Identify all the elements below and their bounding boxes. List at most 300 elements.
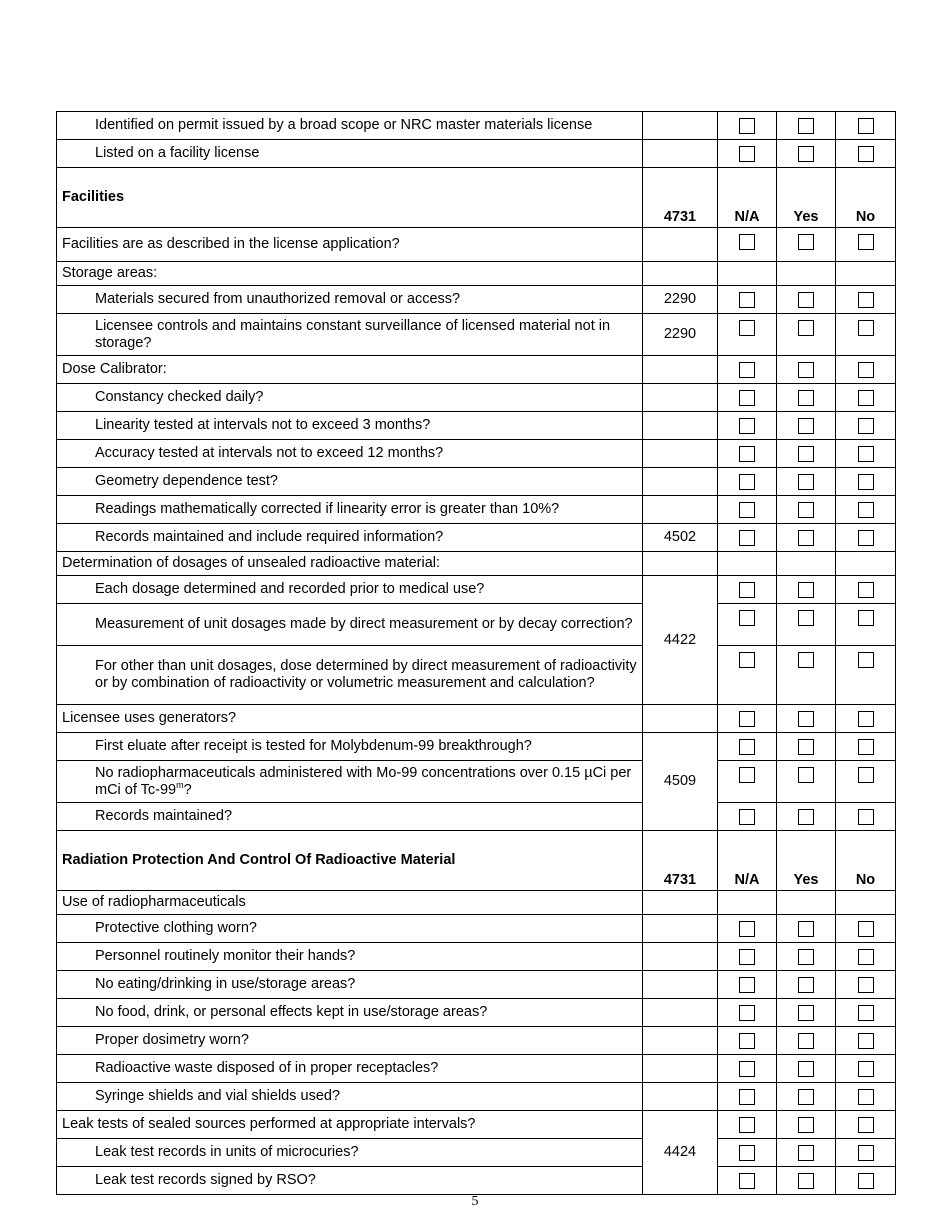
no-checkbox[interactable]	[858, 977, 874, 993]
reference-number	[643, 112, 718, 140]
reference-number	[643, 1027, 718, 1055]
question-label: Materials secured from unauthorized removal or access?	[95, 291, 461, 307]
na-checkbox[interactable]	[739, 1089, 755, 1105]
checklist-row	[57, 999, 896, 1027]
question-text	[57, 140, 643, 168]
no-checkbox[interactable]	[858, 320, 874, 336]
reference-number	[643, 468, 718, 496]
checklist-row	[57, 1027, 896, 1055]
no-cell	[836, 384, 896, 412]
no-cell	[836, 1139, 896, 1167]
checklist-row	[57, 803, 896, 831]
yes-column-header: Yes	[777, 168, 836, 228]
reference-number	[643, 496, 718, 524]
question-text	[57, 1167, 643, 1195]
na-cell	[718, 112, 777, 140]
yes-checkbox[interactable]	[798, 390, 814, 406]
yes-cell	[777, 733, 836, 761]
no-checkbox[interactable]	[858, 610, 874, 626]
checklist-row	[57, 552, 896, 576]
question-label: Geometry dependence test?	[95, 473, 278, 489]
checklist-row	[57, 1139, 896, 1167]
checklist-row	[57, 314, 896, 356]
checklist-row	[57, 733, 896, 761]
yes-cell	[777, 496, 836, 524]
checklist-body	[57, 112, 896, 1195]
no-cell	[836, 356, 896, 384]
yes-checkbox[interactable]	[798, 146, 814, 162]
question-label: Readings mathematically corrected if linearity error is greater than 10%?	[95, 501, 560, 517]
checklist-row	[57, 140, 896, 168]
no-checkbox[interactable]	[858, 292, 874, 308]
yes-checkbox[interactable]	[798, 711, 814, 727]
na-checkbox[interactable]	[739, 1033, 755, 1049]
yes-checkbox[interactable]	[798, 418, 814, 434]
section-title: Facilities	[57, 168, 643, 228]
yes-checkbox[interactable]	[798, 118, 814, 134]
yes-checkbox[interactable]	[798, 949, 814, 965]
no-checkbox[interactable]	[858, 446, 874, 462]
na-cell	[718, 576, 777, 604]
yes-checkbox[interactable]	[798, 809, 814, 825]
no-checkbox[interactable]	[858, 809, 874, 825]
checklist-row	[57, 496, 896, 524]
yes-cell	[777, 356, 836, 384]
question-text	[57, 412, 643, 440]
na-checkbox[interactable]	[739, 474, 755, 490]
no-checkbox[interactable]	[858, 390, 874, 406]
no-cell	[836, 604, 896, 646]
no-checkbox[interactable]	[858, 582, 874, 598]
yes-cell	[777, 915, 836, 943]
reference-number	[643, 356, 718, 384]
checklist-row	[57, 646, 896, 705]
reference-number	[643, 228, 718, 262]
question-text	[57, 468, 643, 496]
question-text	[57, 496, 643, 524]
question-text	[57, 552, 643, 576]
yes-checkbox[interactable]	[798, 1173, 814, 1189]
yes-cell	[777, 604, 836, 646]
no-cell	[836, 468, 896, 496]
checklist-row	[57, 228, 896, 262]
no-cell	[836, 524, 896, 552]
yes-checkbox[interactable]	[798, 530, 814, 546]
yes-cell	[777, 705, 836, 733]
na-checkbox[interactable]	[739, 390, 755, 406]
page-number: 5	[471, 1194, 479, 1209]
superscript: m	[176, 779, 184, 790]
no-cell	[836, 1027, 896, 1055]
na-cell	[718, 412, 777, 440]
no-checkbox[interactable]	[858, 362, 874, 378]
no-cell	[836, 803, 896, 831]
yes-cell	[777, 943, 836, 971]
no-checkbox[interactable]	[858, 530, 874, 546]
reference-number: 2290	[643, 314, 718, 356]
yes-cell	[777, 1055, 836, 1083]
question-text	[57, 286, 643, 314]
question-label: Use of radiopharmaceuticals	[62, 894, 246, 910]
no-cell	[836, 705, 896, 733]
na-cell	[718, 286, 777, 314]
no-column-header: No	[836, 831, 896, 891]
na-checkbox[interactable]	[739, 921, 755, 937]
na-cell	[718, 1167, 777, 1195]
reference-number	[643, 140, 718, 168]
yes-cell	[777, 971, 836, 999]
question-label: Licensee controls and maintains constant surveillance of licensed material not in storage?	[95, 317, 611, 351]
checklist-row	[57, 440, 896, 468]
na-checkbox[interactable]	[739, 582, 755, 598]
na-cell	[718, 552, 777, 576]
question-label: Accuracy tested at intervals not to exceed 12 months?	[95, 445, 444, 461]
yes-cell	[777, 440, 836, 468]
na-column-header: N/A	[718, 168, 777, 228]
section-header-row	[57, 831, 896, 891]
section-title: Radiation Protection And Control Of Radioactive Material	[57, 831, 643, 891]
yes-cell	[777, 1167, 836, 1195]
yes-checkbox[interactable]	[798, 320, 814, 336]
na-checkbox[interactable]	[739, 362, 755, 378]
question-label: Records maintained?	[95, 808, 233, 824]
no-cell	[836, 1167, 896, 1195]
question-label: Determination of dosages of unsealed radioactive material:	[62, 555, 441, 571]
yes-checkbox[interactable]	[798, 1145, 814, 1161]
checklist-row	[57, 915, 896, 943]
na-column-header: N/A	[718, 831, 777, 891]
no-checkbox[interactable]	[858, 502, 874, 518]
no-cell	[836, 140, 896, 168]
question-text	[57, 971, 643, 999]
no-checkbox[interactable]	[858, 767, 874, 783]
no-cell	[836, 1055, 896, 1083]
question-text	[57, 646, 643, 705]
no-cell	[836, 440, 896, 468]
question-text	[57, 524, 643, 552]
question-label: Leak tests of sealed sources performed at appropriate intervals?	[62, 1116, 476, 1132]
no-cell	[836, 112, 896, 140]
reference-number: 4424	[643, 1111, 718, 1195]
na-checkbox[interactable]	[739, 1145, 755, 1161]
yes-checkbox[interactable]	[798, 921, 814, 937]
no-checkbox[interactable]	[858, 234, 874, 250]
yes-checkbox[interactable]	[798, 1089, 814, 1105]
na-checkbox[interactable]	[739, 118, 755, 134]
na-cell	[718, 524, 777, 552]
question-label: First eluate after receipt is tested for Molybdenum-99 breakthrough?	[95, 738, 532, 754]
question-label: No radiopharmaceuticals administered with Mo-99 concentrations over 0.15 µCi per mCi of Tc-99	[95, 764, 632, 798]
no-cell	[836, 552, 896, 576]
no-checkbox[interactable]	[858, 474, 874, 490]
question-label: Personnel routinely monitor their hands?	[95, 948, 356, 964]
question-text	[57, 604, 643, 646]
checklist-row	[57, 1055, 896, 1083]
na-checkbox[interactable]	[739, 418, 755, 434]
na-cell	[718, 356, 777, 384]
checklist-row	[57, 356, 896, 384]
ref-column-header: 4731	[643, 168, 718, 228]
no-checkbox[interactable]	[858, 1089, 874, 1105]
question-text	[57, 705, 643, 733]
question-label: Measurement of unit dosages made by direct measurement or by decay correction?	[95, 616, 633, 632]
no-checkbox[interactable]	[858, 1061, 874, 1077]
checklist-row	[57, 524, 896, 552]
na-checkbox[interactable]	[739, 610, 755, 626]
na-checkbox[interactable]	[739, 502, 755, 518]
question-text	[57, 356, 643, 384]
no-cell	[836, 314, 896, 356]
yes-checkbox[interactable]	[798, 767, 814, 783]
yes-checkbox[interactable]	[798, 1061, 814, 1077]
question-text	[57, 440, 643, 468]
question-text	[57, 314, 643, 356]
question-text	[57, 733, 643, 761]
na-cell	[718, 733, 777, 761]
question-text	[57, 915, 643, 943]
na-checkbox[interactable]	[739, 1005, 755, 1021]
yes-cell	[777, 1083, 836, 1111]
question-label: Identified on permit issued by a broad scope or NRC master materials license	[95, 117, 593, 133]
na-checkbox[interactable]	[739, 977, 755, 993]
reference-number: 4502	[643, 524, 718, 552]
yes-checkbox[interactable]	[798, 610, 814, 626]
question-label: Leak test records signed by RSO?	[95, 1172, 316, 1188]
na-cell	[718, 496, 777, 524]
yes-checkbox[interactable]	[798, 1117, 814, 1133]
na-checkbox[interactable]	[739, 809, 755, 825]
yes-cell	[777, 1027, 836, 1055]
na-checkbox[interactable]	[739, 292, 755, 308]
yes-checkbox[interactable]	[798, 234, 814, 250]
checklist-row	[57, 576, 896, 604]
no-checkbox[interactable]	[858, 949, 874, 965]
no-cell	[836, 943, 896, 971]
checklist-row	[57, 1167, 896, 1195]
na-cell	[718, 604, 777, 646]
checklist-row	[57, 468, 896, 496]
question-text	[57, 943, 643, 971]
yes-cell	[777, 228, 836, 262]
no-cell	[836, 496, 896, 524]
na-checkbox[interactable]	[739, 949, 755, 965]
na-checkbox[interactable]	[739, 446, 755, 462]
yes-checkbox[interactable]	[798, 977, 814, 993]
no-cell	[836, 891, 896, 915]
yes-cell	[777, 1139, 836, 1167]
question-text	[57, 1055, 643, 1083]
question-text	[57, 1027, 643, 1055]
question-text	[57, 803, 643, 831]
question-text	[57, 891, 643, 915]
question-label: Dose Calibrator:	[62, 361, 167, 377]
reference-number: 2290	[643, 286, 718, 314]
question-text	[57, 1111, 643, 1139]
na-cell	[718, 1111, 777, 1139]
na-checkbox[interactable]	[739, 530, 755, 546]
na-cell	[718, 1027, 777, 1055]
yes-cell	[777, 384, 836, 412]
yes-column-header: Yes	[777, 831, 836, 891]
yes-cell	[777, 552, 836, 576]
checklist-row	[57, 1083, 896, 1111]
no-checkbox[interactable]	[858, 146, 874, 162]
yes-checkbox[interactable]	[798, 582, 814, 598]
yes-cell	[777, 412, 836, 440]
reference-number	[643, 891, 718, 915]
question-label: Storage areas:	[62, 265, 158, 281]
question-label: Linearity tested at intervals not to exceed 3 months?	[95, 417, 431, 433]
yes-checkbox[interactable]	[798, 739, 814, 755]
checklist-row	[57, 384, 896, 412]
yes-checkbox[interactable]	[798, 1033, 814, 1049]
yes-checkbox[interactable]	[798, 362, 814, 378]
no-cell	[836, 1111, 896, 1139]
reference-number	[643, 705, 718, 733]
na-checkbox[interactable]	[739, 711, 755, 727]
na-cell	[718, 761, 777, 803]
yes-checkbox[interactable]	[798, 1005, 814, 1021]
reference-number	[643, 1083, 718, 1111]
question-text	[57, 1139, 643, 1167]
no-cell	[836, 999, 896, 1027]
ref-column-header: 4731	[643, 831, 718, 891]
yes-cell	[777, 314, 836, 356]
question-label: For other than unit dosages, dose determined by direct measurement of radioactivity or by combination of radioactivity or volumetric measurement and calculation?	[95, 658, 637, 691]
reference-number	[643, 440, 718, 468]
question-text	[57, 999, 643, 1027]
no-checkbox[interactable]	[858, 118, 874, 134]
na-checkbox[interactable]	[739, 652, 755, 668]
no-checkbox[interactable]	[858, 711, 874, 727]
question-label: Radioactive waste disposed of in proper receptacles?	[95, 1060, 439, 1076]
na-checkbox[interactable]	[739, 146, 755, 162]
question-label: Proper dosimetry worn?	[95, 1032, 249, 1048]
no-cell	[836, 915, 896, 943]
na-checkbox[interactable]	[739, 1173, 755, 1189]
checklist-row	[57, 286, 896, 314]
no-column-header: No	[836, 168, 896, 228]
na-checkbox[interactable]	[739, 739, 755, 755]
yes-cell	[777, 999, 836, 1027]
question-text	[57, 262, 643, 286]
question-label: Licensee uses generators?	[62, 710, 237, 726]
no-checkbox[interactable]	[858, 1033, 874, 1049]
no-cell	[836, 733, 896, 761]
no-cell	[836, 262, 896, 286]
checklist-row	[57, 112, 896, 140]
na-checkbox[interactable]	[739, 1061, 755, 1077]
no-cell	[836, 1083, 896, 1111]
yes-checkbox[interactable]	[798, 474, 814, 490]
question-label: Leak test records in units of microcuries?	[95, 1144, 359, 1160]
checklist-row	[57, 891, 896, 915]
question-text	[57, 1083, 643, 1111]
na-cell	[718, 140, 777, 168]
question-label: No food, drink, or personal effects kept in use/storage areas?	[95, 1004, 488, 1020]
question-suffix: ?	[183, 781, 192, 798]
no-checkbox[interactable]	[858, 739, 874, 755]
na-cell	[718, 803, 777, 831]
no-cell	[836, 971, 896, 999]
na-cell	[718, 915, 777, 943]
question-text	[57, 576, 643, 604]
question-label: Protective clothing worn?	[95, 920, 257, 936]
na-checkbox[interactable]	[739, 320, 755, 336]
checklist-row	[57, 1111, 896, 1139]
yes-checkbox[interactable]	[798, 652, 814, 668]
na-cell	[718, 440, 777, 468]
yes-cell	[777, 286, 836, 314]
reference-number	[643, 552, 718, 576]
question-text	[57, 112, 643, 140]
checklist-row	[57, 971, 896, 999]
na-cell	[718, 468, 777, 496]
question-label: Listed on a facility license	[95, 145, 260, 161]
checklist-row	[57, 412, 896, 440]
yes-cell	[777, 761, 836, 803]
yes-checkbox[interactable]	[798, 502, 814, 518]
no-checkbox[interactable]	[858, 921, 874, 937]
na-cell	[718, 1055, 777, 1083]
na-cell	[718, 1083, 777, 1111]
yes-cell	[777, 1111, 836, 1139]
na-cell	[718, 262, 777, 286]
reference-number	[643, 971, 718, 999]
na-cell	[718, 705, 777, 733]
checklist-row	[57, 604, 896, 646]
reference-number: 4509	[643, 733, 718, 831]
na-cell	[718, 384, 777, 412]
no-cell	[836, 228, 896, 262]
reference-number	[643, 1055, 718, 1083]
reference-number	[643, 262, 718, 286]
na-checkbox[interactable]	[739, 234, 755, 250]
yes-cell	[777, 803, 836, 831]
no-cell	[836, 646, 896, 705]
na-checkbox[interactable]	[739, 767, 755, 783]
na-cell	[718, 1139, 777, 1167]
no-checkbox[interactable]	[858, 418, 874, 434]
question-text	[57, 384, 643, 412]
na-cell	[718, 314, 777, 356]
na-cell	[718, 228, 777, 262]
na-checkbox[interactable]	[739, 1117, 755, 1133]
question-text	[57, 228, 643, 262]
yes-cell	[777, 468, 836, 496]
no-checkbox[interactable]	[858, 652, 874, 668]
na-cell	[718, 943, 777, 971]
no-checkbox[interactable]	[858, 1005, 874, 1021]
no-checkbox[interactable]	[858, 1145, 874, 1161]
na-cell	[718, 891, 777, 915]
section-header-row	[57, 168, 896, 228]
checklist-row	[57, 943, 896, 971]
question-text	[57, 761, 643, 803]
yes-cell	[777, 891, 836, 915]
no-checkbox[interactable]	[858, 1117, 874, 1133]
yes-cell	[777, 524, 836, 552]
no-checkbox[interactable]	[858, 1173, 874, 1189]
no-cell	[836, 412, 896, 440]
yes-checkbox[interactable]	[798, 292, 814, 308]
checklist-row	[57, 262, 896, 286]
no-cell	[836, 286, 896, 314]
yes-checkbox[interactable]	[798, 446, 814, 462]
reference-number	[643, 384, 718, 412]
question-label: Syringe shields and vial shields used?	[95, 1088, 341, 1104]
checklist-row	[57, 761, 896, 803]
